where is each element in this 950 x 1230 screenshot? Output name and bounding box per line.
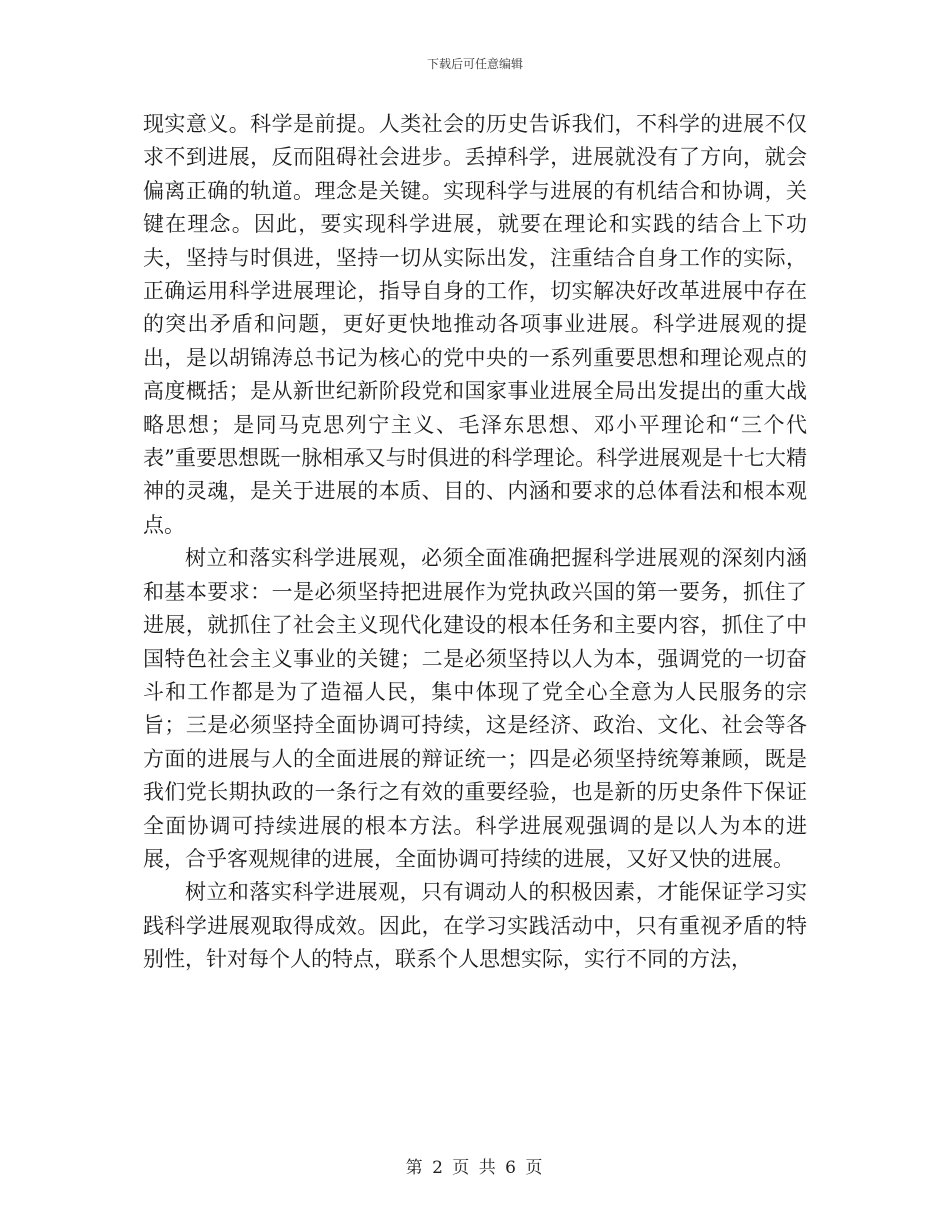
footer-middle: 页 共 (452, 1158, 498, 1178)
page-total: 6 (505, 1158, 518, 1178)
page-header: 下载后可任意编辑 (426, 57, 523, 71)
paragraph-3: 树立和落实科学进展观，只有调动人的积极因素，才能保证学习实践科学进展观取得成效。因此，在学习实践活动中，只有重视矛盾的特别性，针对每个人的特点，联系个人思想实际，实行不同的方法， (143, 880, 807, 972)
document-body (143, 108, 807, 977)
paragraph-2: 树立和落实科学进展观，必须全面准确把握科学进展观的深刻内涵和基本要求：一是必须坚持把进展作为党执政兴国的第一要务，抓住了进展，就抓住了社会主义现代化建设的根本任务和主要内容，抓住了中国特色社会主义事业的关键；二是必须坚持以人为本，强调党的一切奋斗和工作都是为了造福人民，集中体现了党全心全意为人民服务的宗旨；三是必须坚持全面协调可持续，这是经济、政治、文化、社会等各方面的进展与人的全面进展的辩证统一；四是必须坚持统筹兼顾，既是我们党长期执政的一条行之有效的重要经验，也是新的历史条件下保证全面协调可持续进展的根本方法。科学进展观强调的是以人为本的进展，合乎客观规律的进展，全面协调可持续的进展，又好又快的进展。 (143, 546, 807, 871)
paragraph-1: 现实意义。科学是前提。人类社会的历史告诉我们，不科学的进展不仅求不到进展，反而阻碍社会进步。丢掉科学，进展就没有了方向，就会偏离正确的轨道。理念是关键。实现科学与进展的有机结合和协调，关键在理念。因此，要实现科学进展，就要在理论和实践的结合上下功夫，坚持与时俱进，坚持一切从实际出发，注重结合自身工作的实际，正确运用科学进展理论，指导自身的工作，切实解决好改革进展中存在的突出矛盾和问题，更好更快地推动各项事业进展。科学进展观的提出，是以胡锦涛总书记为核心的党中央的一系列重要思想和理论观点的高度概括；是从新世纪新阶段党和国家事业进展全局出发提出的重大战略思想；是同马克思列宁主义、毛泽东思想、邓小平理论和“三个代表”重要思想既一脉相承又与时俱进的科学理论。科学进展观是十七大精神的灵魂，是关于进展的本质、目的、内涵和要求的总体看法和根本观点。 (143, 112, 807, 537)
page-footer (0, 1153, 950, 1178)
footer-suffix: 页 (525, 1158, 545, 1178)
footer-prefix: 第 (405, 1158, 425, 1178)
page-number: 2 (432, 1158, 445, 1178)
